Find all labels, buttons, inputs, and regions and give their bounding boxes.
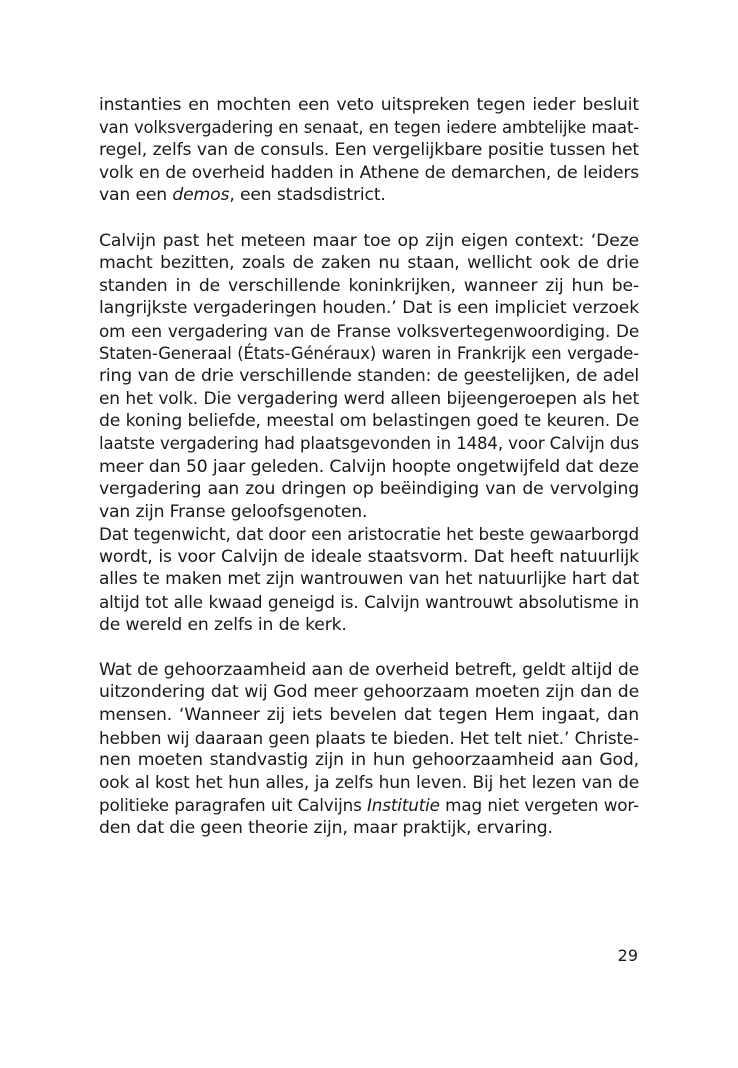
text-line: en het volk. Die vergadering werd alleen bijeengeroepen als het xyxy=(99,388,639,409)
text-line: nen moeten standvastig zijn in hun gehoorzaamheid aan God, xyxy=(99,750,639,771)
text-line: mensen. ‘Wanneer zij iets bevelen dat tegen Hem ingaat, dan xyxy=(99,705,639,726)
paragraph xyxy=(99,659,639,840)
text-line: wordt, is voor Calvijn de ideale staatsvorm. Dat heeft natuurlijk xyxy=(99,546,639,567)
text-line: instanties en mochten een veto uitspreken tegen ieder besluit xyxy=(99,95,639,115)
italic-term: demos xyxy=(172,185,230,206)
text-line: om een vergadering van de Franse volksvertegenwoordiging. De xyxy=(99,320,639,341)
text-line: Dat tegenwicht, dat door een aristocratie het beste gewaarborgd xyxy=(99,524,639,545)
text-line: van zijn Franse geloofsgenoten. xyxy=(99,501,368,522)
text-line: Calvijn past het meteen maar toe op zijn eigen context: ‘Deze xyxy=(99,230,639,251)
page-number: 29 xyxy=(617,946,638,965)
text-line: ring van de drie verschillende standen: de geestelijken, de adel xyxy=(99,366,639,387)
text-line: meer dan 50 jaar geleden. Calvijn hoopte ongetwijfeld dat deze xyxy=(99,456,639,477)
text-line: uitzondering dat wij God meer gehoorzaam moeten zijn dan de xyxy=(99,682,639,703)
text-line: Staten-Generaal (États-Généraux) waren in Frankrijk een vergade- xyxy=(99,343,639,363)
text-line: van een demos, een stadsdistrict. xyxy=(99,185,386,206)
text-line: standen in de verschillende koninkrijken, wanneer zij hun be- xyxy=(99,275,639,296)
text-line: hebben wij daaraan geen plaats te bieden. Het telt niet.’ Christe- xyxy=(99,727,639,748)
text-line: alles te maken met zijn wantrouwen van het natuurlijke hart dat xyxy=(99,569,639,590)
text-line: politieke paragrafen uit Calvijns Institutie mag niet vergeten wor- xyxy=(99,795,639,816)
text-line: den dat die geen theorie zijn, maar praktijk, ervaring. xyxy=(99,818,553,838)
text-line: regel, zelfs van de consuls. Een vergelijkbare positie tussen het xyxy=(99,140,639,161)
text-line: Wat de gehoorzaamheid aan de overheid betreft, geldt altijd de xyxy=(99,659,639,680)
paragraph xyxy=(99,523,639,636)
text-line: altijd tot alle kwaad geneigd is. Calvijn wantrouwt absolutisme in xyxy=(99,592,639,613)
italic-title: Institutie xyxy=(367,795,440,816)
text-line: de wereld en zelfs in de kerk. xyxy=(99,614,347,635)
paragraph xyxy=(99,94,639,207)
text-line: laatste vergadering had plaatsgevonden in 1484, voor Calvijn dus xyxy=(99,433,639,453)
paragraph xyxy=(99,230,639,524)
text-line: ook al kost het hun alles, ja zelfs hun leven. Bij het lezen van de xyxy=(99,772,639,793)
text-line: van volksvergadering en senaat, en tegen iedere ambtelijke maat- xyxy=(99,117,639,137)
text-line: de koning beliefde, meestal om belastingen goed te keuren. De xyxy=(99,411,639,432)
text-line: volk en de overheid hadden in Athene de demarchen, de leiders xyxy=(99,162,639,183)
text-line: langrijkste vergaderingen houden.’ Dat is een impliciet verzoek xyxy=(99,298,639,319)
text-line: vergadering aan zou dringen op beëindiging van de vervolging xyxy=(99,479,639,500)
paragraph-gap xyxy=(99,207,639,230)
page-text xyxy=(99,94,639,840)
paragraph-gap xyxy=(99,636,639,659)
text-line: macht bezitten, zoals de zaken nu staan, wellicht ook de drie xyxy=(99,253,639,274)
